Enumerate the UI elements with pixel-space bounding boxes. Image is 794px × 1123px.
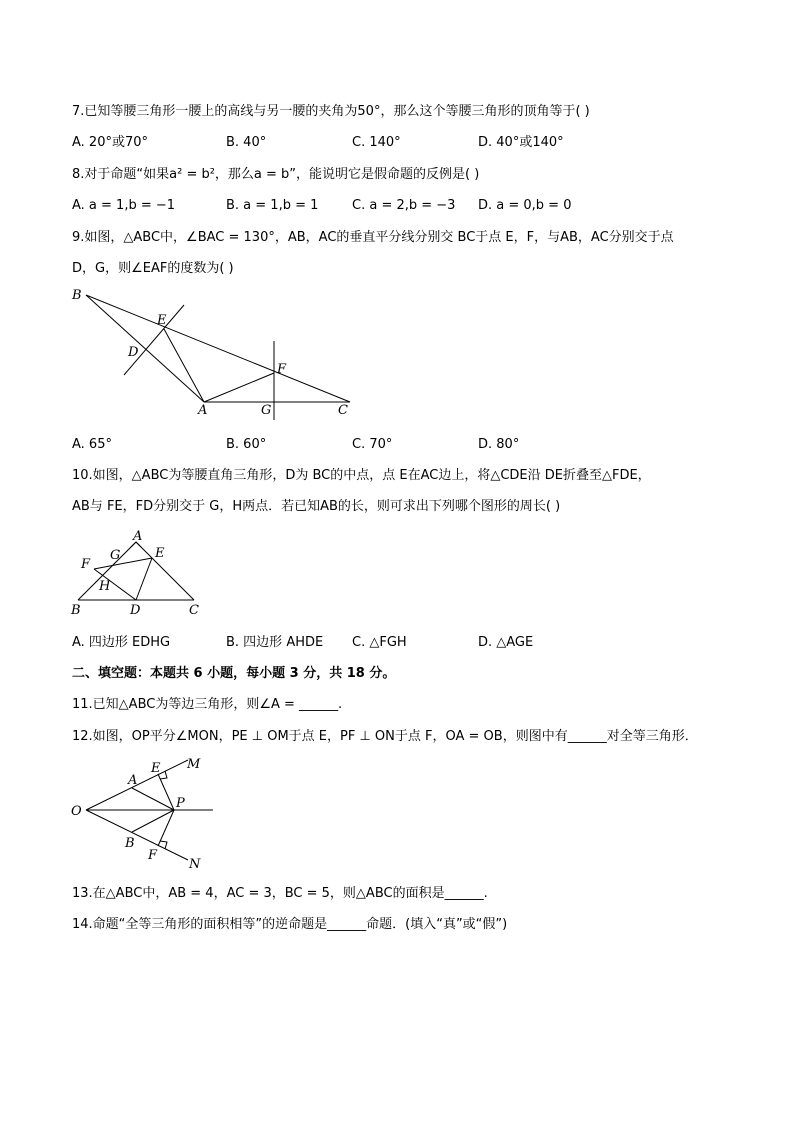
- q10-line-de: [136, 558, 152, 600]
- q9-label-f: F: [277, 362, 287, 377]
- q10-figure: [68, 528, 218, 620]
- q10-option-c: C. △FGH: [352, 635, 407, 650]
- q9-label-d: D: [128, 345, 139, 360]
- q9-stem-line1: 9.如图，△ABC中，∠BAC = 130°，AB，AC的垂直平分线分别交 BC于点 E，F，与AB，AC分别交于点: [72, 230, 674, 245]
- q10-option-a: A. 四边形 EDHG: [72, 635, 171, 650]
- q10-options: [72, 634, 692, 652]
- q10-option-b: B. 四边形 AHDE: [226, 635, 324, 650]
- q12-label-b: B: [125, 836, 135, 851]
- q12-label-e: E: [151, 761, 161, 776]
- q9-label-c: C: [338, 403, 348, 418]
- q9-line-af: [204, 373, 274, 402]
- q10-label-a: A: [133, 529, 143, 544]
- q11-stem: 11.已知△ABC为等边三角形，则∠A = ______.: [72, 697, 343, 712]
- q9-label-e: E: [157, 313, 167, 328]
- q10-label-g: G: [110, 548, 121, 563]
- q7-stem: 7.已知等腰三角形一腰上的高线与另一腰的夹角为50°，那么这个等腰三角形的顶角等于( ): [72, 104, 590, 119]
- q10-label-b: B: [71, 603, 81, 618]
- q8-stem: 8.对于命题“如果a² = b²，那么a = b”，能说明它是假命题的反例是( ): [72, 167, 480, 182]
- q12-label-p: P: [176, 796, 185, 811]
- q9-option-a: A. 65°: [72, 437, 112, 452]
- q10-line-ac: [136, 542, 194, 600]
- q9-options: [72, 436, 692, 454]
- q14-stem: 14.命题“全等三角形的面积相等”的逆命题是______命题．(填入“真”或“假”): [72, 917, 508, 932]
- q12-label-o: O: [71, 804, 82, 819]
- q12-ray-on: [86, 810, 188, 860]
- q10-stem-line2: AB与 FE，FD分别交于 G，H两点．若已知AB的长，则可求出下列哪个图形的周长( ): [72, 499, 561, 514]
- q10-label-f: F: [81, 557, 91, 572]
- section-2-title: 二、填空题：本题共 6 小题，每小题 3 分，共 18 分。: [72, 666, 396, 681]
- q9-line-bc: [86, 295, 350, 402]
- q7-options: [72, 134, 692, 152]
- q9-perp-bisector-ab: [124, 305, 184, 375]
- q7-option-a: A. 20°或70°: [72, 135, 149, 150]
- q13-stem: 13.在△ABC中，AB = 4，AC = 3，BC = 5，则△ABC的面积是______.: [72, 886, 488, 901]
- q10-label-d: D: [130, 603, 141, 618]
- q8-option-a: A. a = 1,b = −1: [72, 198, 176, 213]
- q12-line-ap: [132, 788, 174, 810]
- q9-option-b: B. 60°: [226, 437, 267, 452]
- q10-option-d: D. △AGE: [478, 635, 534, 650]
- q9-option-d: D. 80°: [478, 437, 520, 452]
- q7-option-d: D. 40°或140°: [478, 135, 564, 150]
- q10-stem-line1: 10.如图，△ABC为等腰直角三角形，D为 BC的中点，点 E在AC边上，将△CDE沿 DE折叠至△FDE，: [72, 468, 651, 483]
- q10-line-fe: [94, 558, 152, 569]
- q12-label-a: A: [128, 773, 138, 788]
- q10-label-e: E: [155, 546, 165, 561]
- q9-label-b: B: [72, 288, 82, 303]
- q7-option-c: C. 140°: [352, 135, 401, 150]
- q12-figure: [68, 752, 218, 870]
- q12-label-n: N: [189, 857, 201, 870]
- q9-label-a: A: [198, 403, 208, 418]
- q7-option-b: B. 40°: [226, 135, 267, 150]
- q9-figure: [68, 285, 358, 420]
- q8-options: [72, 197, 692, 215]
- q12-label-m: M: [187, 757, 201, 772]
- q9-label-g: G: [261, 403, 272, 418]
- q12-line-bp: [132, 810, 174, 832]
- q9-option-c: C. 70°: [352, 437, 393, 452]
- q8-option-b: B. a = 1,b = 1: [226, 198, 319, 213]
- q8-option-d: D. a = 0,b = 0: [478, 198, 572, 213]
- q12-stem: 12.如图，OP平分∠MON，PE ⊥ OM于点 E，PF ⊥ ON于点 F，OA = OB，则图中有______对全等三角形．: [72, 729, 698, 744]
- q8-option-c: C. a = 2,b = −3: [352, 198, 456, 213]
- q10-label-c: C: [189, 603, 199, 618]
- q9-stem-line2: D，G，则∠EAF的度数为( ): [72, 261, 234, 276]
- q9-line-ba: [86, 295, 204, 402]
- q10-label-h: H: [99, 579, 111, 594]
- q12-label-f: F: [148, 848, 158, 863]
